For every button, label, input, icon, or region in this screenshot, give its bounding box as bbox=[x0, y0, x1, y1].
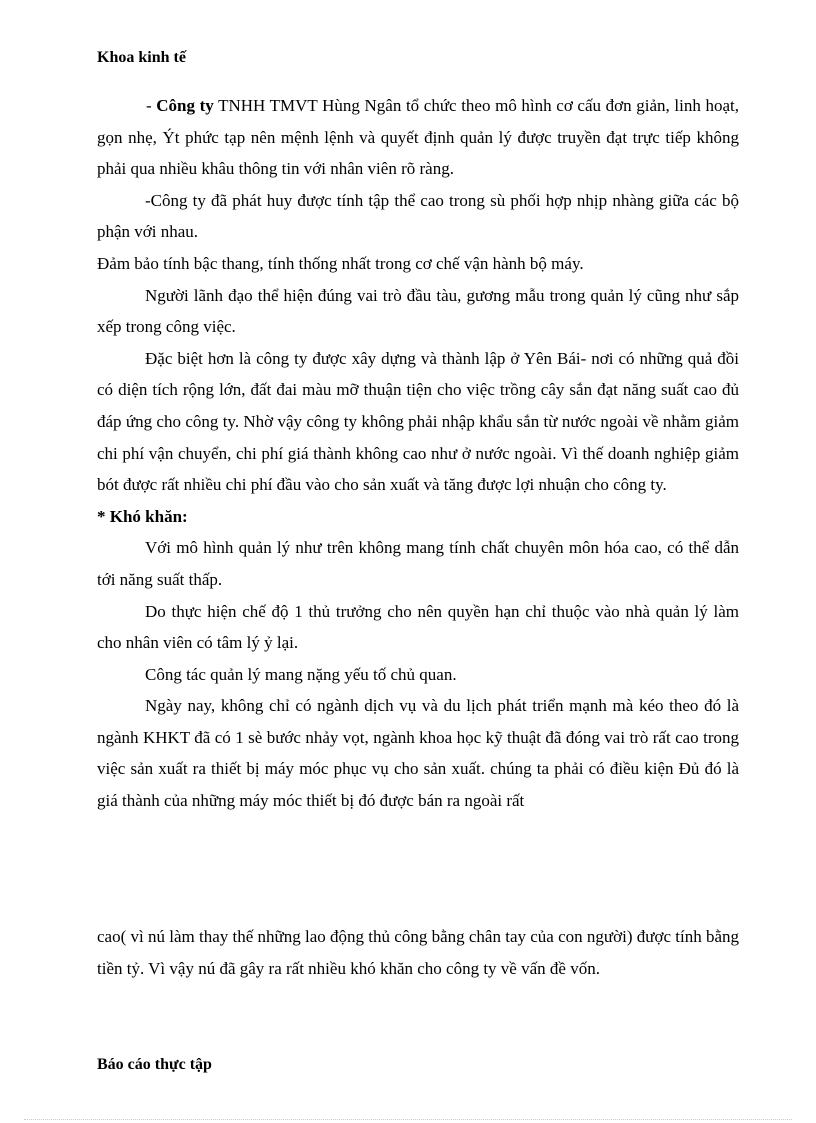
page-footer: Báo cáo thực tập bbox=[97, 1056, 212, 1073]
paragraph-text: TNHH TMVT Hùng Ngân tổ chức theo mô hình cơ cấu đơn giản, linh hoạt, gọn nhẹ, Ýt phức tạp nên mệnh lệnh và quyết định quản lý được truyền đạt trực tiếp không phải qua nhiều khâu thông tin với nhân viên rõ ràng. bbox=[97, 96, 739, 179]
paragraph-location-advantage: Đặc biệt hơn là công ty được xây dựng và thành lập ở Yên Bái- nơi có những quả đồi có diện tích rộng lớn, đất đai màu mỡ thuận tiện cho việc trồng cây sắn đạt năng suất cao đủ đáp ứng cho công ty. Nhờ vậy công ty không phải nhập khẩu sắn từ nước ngoài về nhằm giảm chi phí vận chuyển, chi phí giá thành không cao như ở nước ngoài. Vì thế doanh nghiệp giảm bót được rất nhiều chi phí đầu vào cho sản xuất và tăng được lợi nhuận cho công ty. bbox=[97, 348, 739, 495]
paragraph-low-productivity: Với mô hình quản lý như trên không mang tính chất chuyên môn hóa cao, có thể dẫn tới năng suất thấp. bbox=[97, 538, 739, 589]
page-divider bbox=[24, 1119, 792, 1120]
paragraph-single-head: Do thực hiện chế độ 1 thủ trưởng cho nên quyền hạn chỉ thuộc vào nhà quản lý làm cho nhân viên có tâm lý ỷ lại. bbox=[97, 601, 739, 653]
paragraph-technology: Ngày nay, không chỉ có ngành dịch vụ và du lịch phát triển mạnh mà kéo theo đó là ngành KHKT đã có 1 sè bước nhảy vọt, ngành khoa học kỹ thuật đã đóng vai trò rất cao trong việc sản xuất ra thiết bị máy móc phục vụ cho sản xuất. chúng ta phải có điều kiện Đủ đó là giá thành của những máy móc thiết bị đó được bán ra ngoài rất bbox=[97, 696, 739, 811]
body-text-block bbox=[97, 90, 739, 817]
body-text-continuation bbox=[97, 921, 739, 984]
paragraph-prefix: - bbox=[146, 96, 157, 115]
paragraph-collective: -Công ty đã phát huy được tính tập thể cao trong sù phối hợp nhịp nhàng giữa các bộ phận với nhau. bbox=[97, 190, 739, 242]
paragraph-leadership: Người lãnh đạo thể hiện đúng vai trò đầu tàu, gương mẫu trong quản lý cũng như sắp xếp trong công việc. bbox=[97, 285, 739, 337]
paragraph-company-structure bbox=[97, 90, 739, 185]
heading-difficulties: * Khó khăn: bbox=[97, 506, 188, 526]
paragraph-hierarchy: Đảm bảo tính bậc thang, tính thống nhất trong cơ chế vận hành bộ máy. bbox=[97, 253, 584, 273]
page-header: Khoa kinh tế bbox=[97, 49, 186, 66]
paragraph-capital: cao( vì nú làm thay thế những lao động thủ công bằng chân tay của con người) được tính bằng tiền tỷ. Vì vậy nú đã gây ra rất nhiều khó khăn cho công ty về vấn đề vốn. bbox=[97, 927, 739, 978]
paragraph-subjective: Công tác quản lý mang nặng yếu tố chủ quan. bbox=[145, 664, 457, 684]
company-label: Công ty bbox=[156, 96, 214, 115]
